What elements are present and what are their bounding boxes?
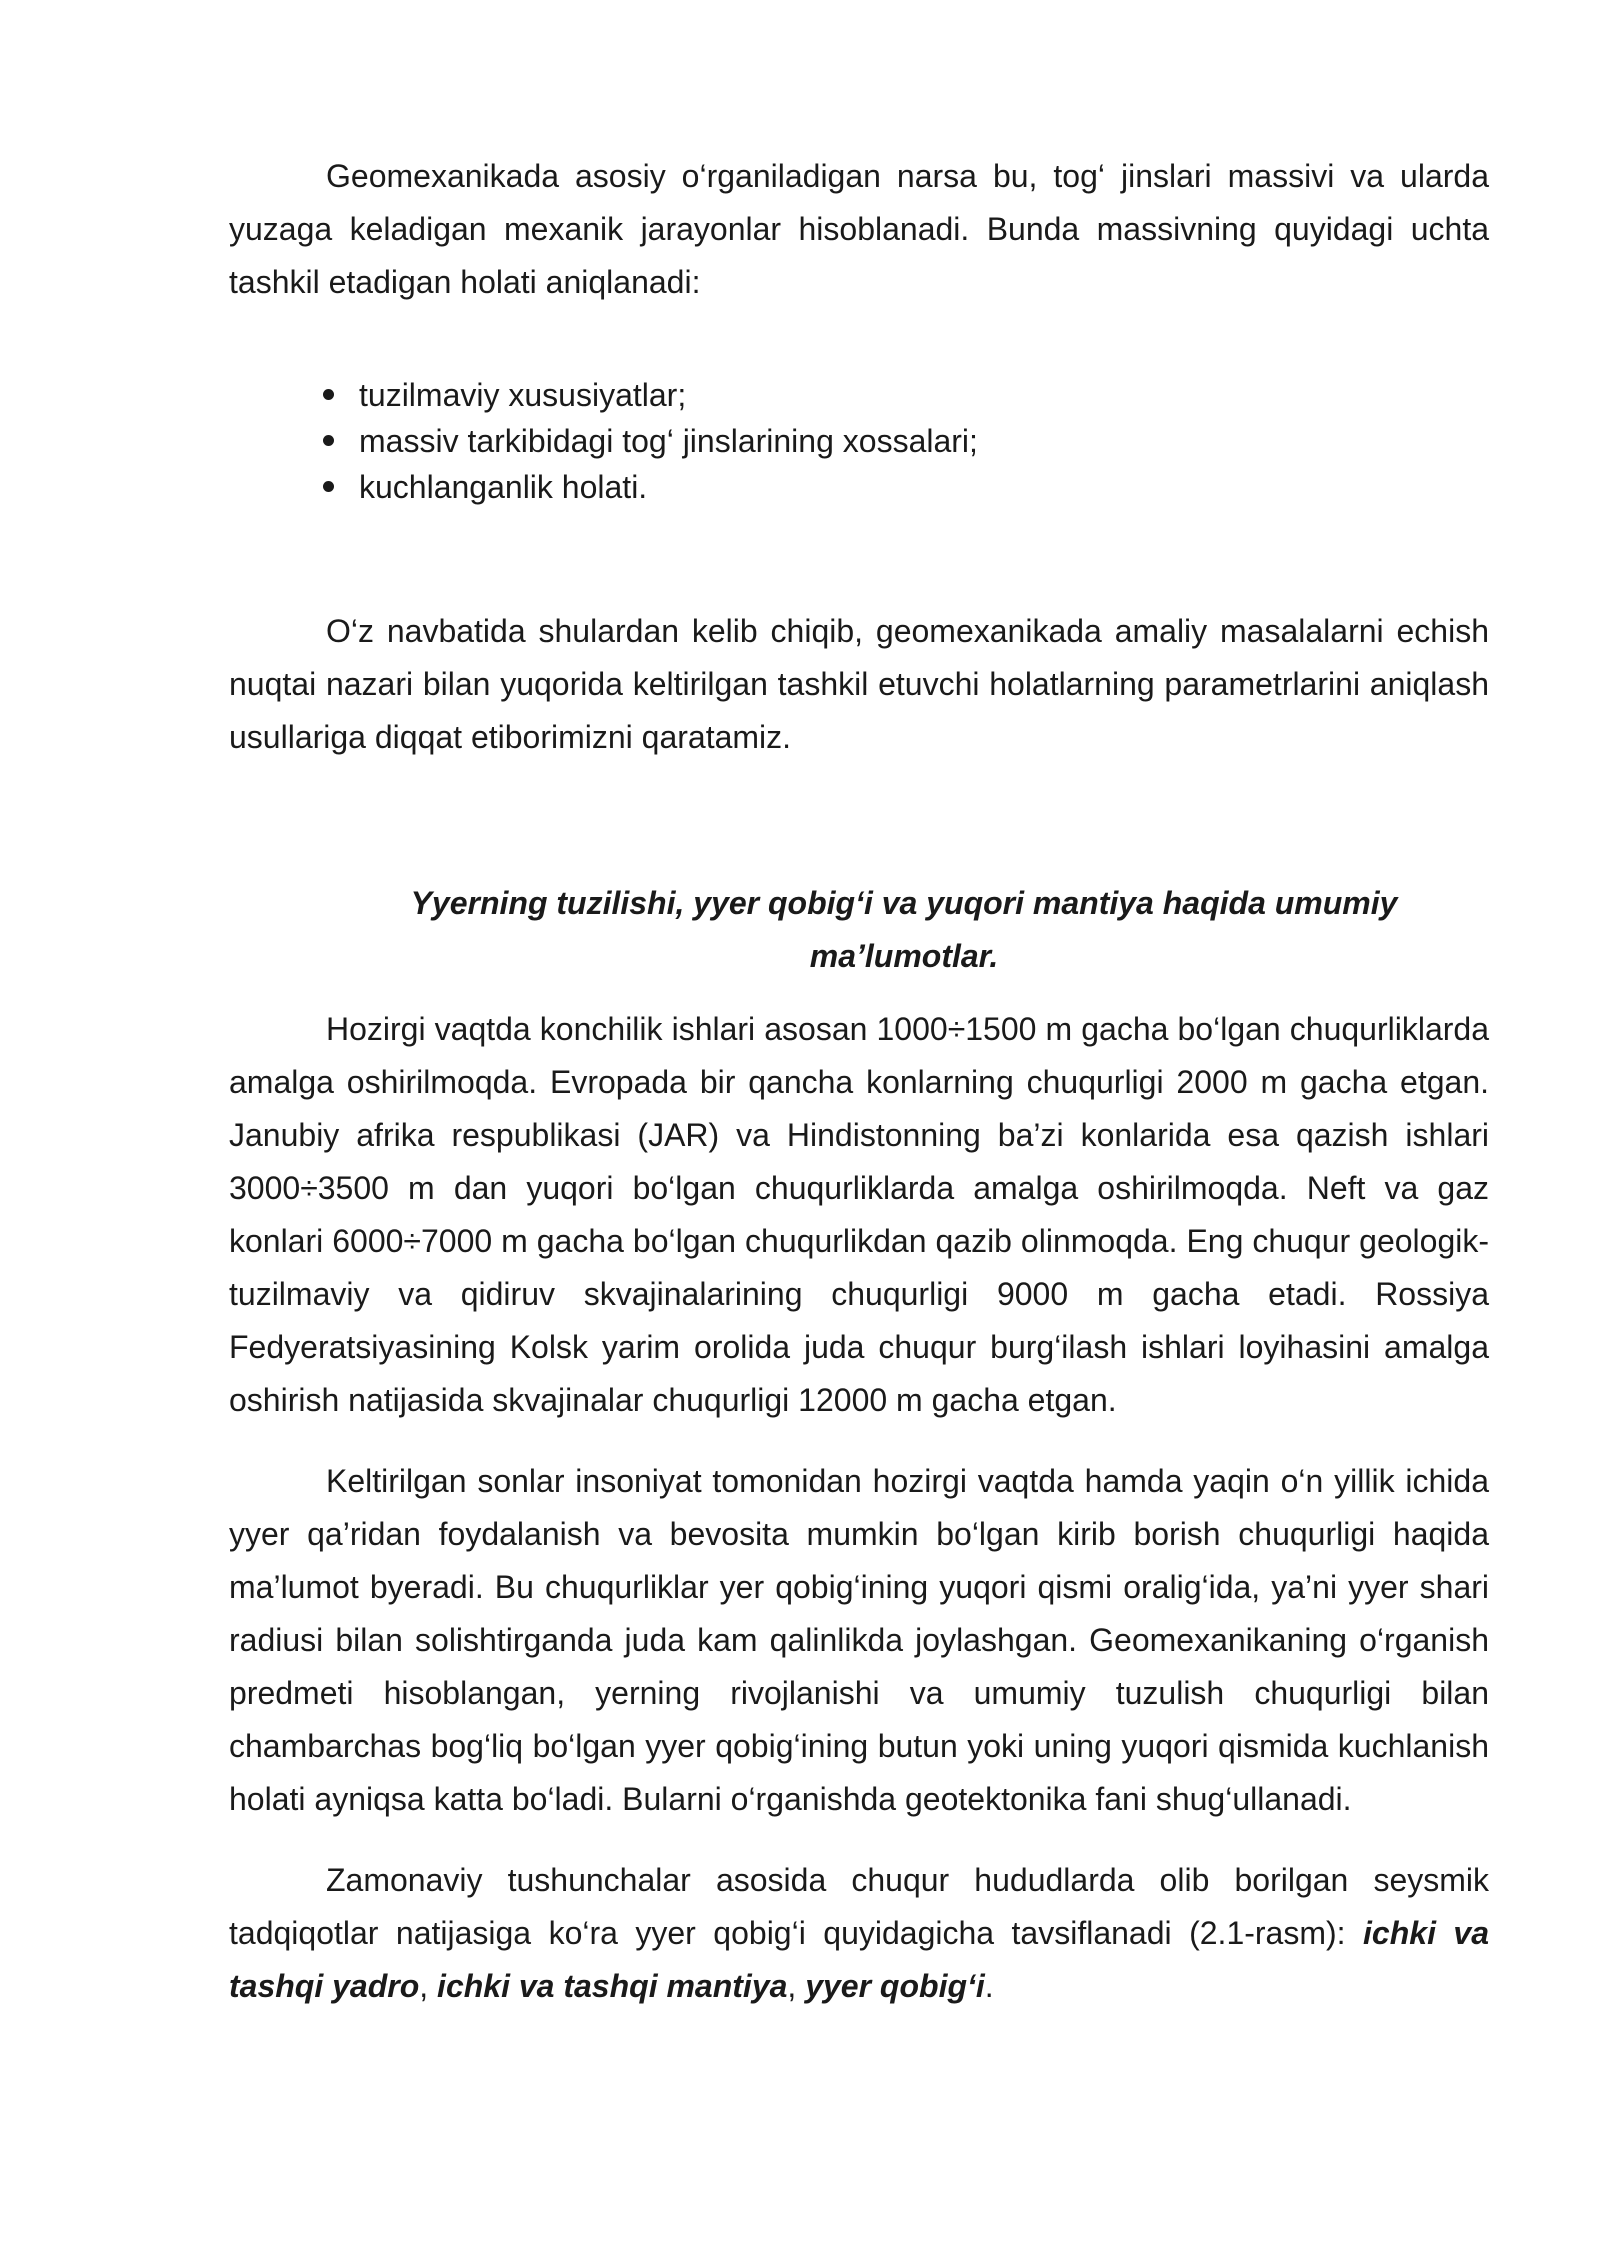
emphasis-crust: yyer qobig‘i (805, 1968, 985, 2004)
separator: , (787, 1968, 806, 2004)
paragraph-5-text: Zamonaviy tushunchalar asosida chuqur hududlarda olib borilgan seysmik tadqiqotlar natijasiga ko‘ra yyer qobig‘i quyidagicha tavsiflanadi (2.1-rasm): (229, 1862, 1489, 1951)
section-heading: Yyerning tuzilishi, yyer qobig‘i va yuqori mantiya haqida umumiy ma’lumotlar. (410, 885, 1398, 974)
separator: , (419, 1968, 438, 2004)
paragraph-2: O‘z navbatida shulardan kelib chiqib, geomexanikada amaliy masalalarni echish nuqtai nazari bilan yuqorida keltirilgan tashkil etuvchi holatlarning parametrlarini aniqlash usullariga diqqat etiborimizni qaratamiz. (229, 613, 1489, 755)
paragraph-5 (229, 1854, 1489, 2013)
paragraph-4: Keltirilgan sonlar insoniyat tomonidan hozirgi vaqtda hamda yaqin o‘n yillik ichida yyer qa’ridan foydalanish va bevosita mumkin bo‘lgan kirib borish chuqurligi haqida ma’lumot byeradi. Bu chuqurliklar yer qobig‘ining yuqori qismi oralig‘ida, ya’ni yyer shari radiusi bilan solishtirganda juda kam qalinlikda joylashgan. Geomexanikaning o‘rganish predmeti hisoblangan, yerning rivojlanishi va umumiy tuzulish chuqurligi bilan chambarchas bog‘liq bo‘lgan yyer qobig‘ining butun yoki uning yuqori qismida kuchlanish holati ayniqsa katta bo‘ladi. Bularni o‘rganishda geotektonika fani shug‘ullanadi. (229, 1463, 1489, 1817)
paragraph-5-end: . (984, 1968, 994, 2004)
intro-paragraph: Geomexanikada asosiy o‘rganiladigan narsa bu, tog‘ jinslari massivi va ularda yuzaga keladigan mexanik jarayonlar hisoblanadi. Bunda massivning quyidagi uchta tashkil etadigan holati aniqlanadi: (229, 158, 1489, 300)
document-page (229, 150, 1489, 2013)
bullet-item: kuchlanganlik holati. (323, 464, 1489, 510)
bullet-item: massiv tarkibidagi tog‘ jinslarining xossalari; (323, 418, 1489, 464)
paragraph-3: Hozirgi vaqtda konchilik ishlari asosan 1000÷1500 m gacha bo‘lgan chuqurliklarda amalga oshirilmoqda. Evropada bir qancha konlarning chuqurligi 2000 m gacha etgan. Janubiy afrika respublikasi (JAR) va Hindistonning ba’zi konlarida esa qazish ishlari 3000÷3500 m dan yuqori bo‘lgan chuqurliklarda amalga oshirilmoqda. Neft va gaz konlari 6000÷7000 m gacha bo‘lgan chuqurlikdan qazib olinmoqda. Eng chuqur geologik-tuzilmaviy va qidiruv skvajinalarining chuqurligi 9000 m gacha etadi. Rossiya Fedyeratsiyasining Kolsk yarim orolida juda chuqur burg‘ilash ishlari loyihasini amalga oshirish natijasida skvajinalar chuqurligi 12000 m gacha etgan. (229, 1011, 1489, 1418)
emphasis-core: ichki va tashqi yadro (229, 1915, 1490, 2004)
bullet-item: tuzilmaviy xususiyatlar; (323, 372, 1489, 418)
bullet-list (229, 372, 1489, 510)
emphasis-mantle: ichki va tashqi mantiya (437, 1968, 788, 2004)
